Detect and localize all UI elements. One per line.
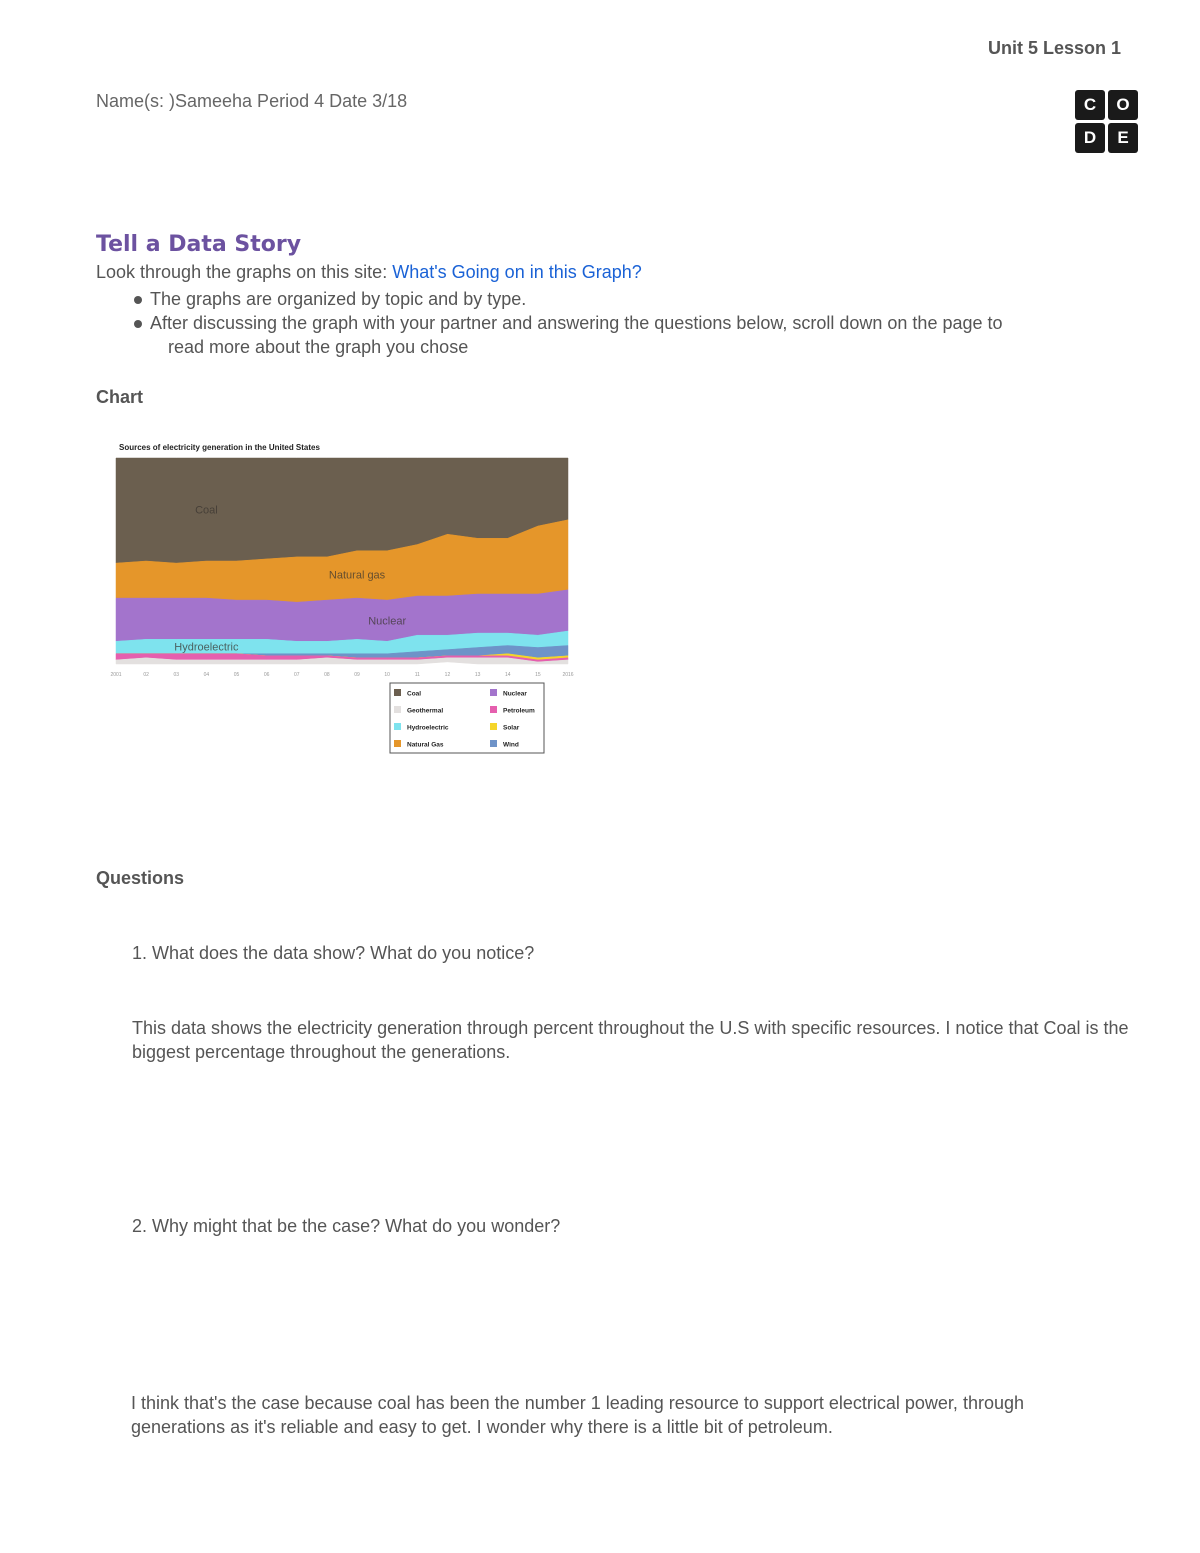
chart-heading: Chart xyxy=(96,387,144,407)
area-label-hydroelectric: Hydroelectric xyxy=(174,641,239,654)
intro-paragraph xyxy=(96,262,642,283)
x-tick-label: 03 xyxy=(173,672,180,678)
legend-label-solar: Solar xyxy=(503,724,520,732)
logo-letter-e: E xyxy=(1108,123,1138,153)
x-tick-label: 13 xyxy=(474,672,481,678)
code-org-logo xyxy=(1075,90,1139,154)
logo-letter-d: D xyxy=(1075,123,1105,153)
name-period-date-line: Name(s: )Sameeha Period 4 Date 3/18 xyxy=(96,91,408,111)
legend-swatch-coal xyxy=(394,689,401,696)
legend-swatch-geothermal xyxy=(394,706,401,713)
answer-1: This data shows the electricity generation through percent throughout the U.S with specific resources. I notice that Coal is the biggest percentage throughout the generations. xyxy=(132,1018,1129,1062)
legend-swatch-petroleum xyxy=(490,706,497,713)
x-tick-label: 11 xyxy=(414,672,420,678)
legend-swatch-solar xyxy=(490,723,497,730)
answer-2: I think that's the case because coal has been the number 1 leading resource to support electrical power, through generations as it's reliable and easy to get. I wonder why there is a little bit of petroleum. xyxy=(131,1393,1024,1437)
bullet-icon xyxy=(134,320,142,328)
legend-swatch-wind xyxy=(490,740,497,747)
list-item: The graphs are organized by topic and by type. xyxy=(132,287,1092,311)
question-1: 1. What does the data show? What do you notice? xyxy=(132,943,535,963)
questions-heading: Questions xyxy=(96,868,185,888)
logo-letter-o: O xyxy=(1108,90,1138,120)
x-tick-label: 07 xyxy=(294,672,300,678)
x-tick-label: 2001 xyxy=(110,672,122,678)
intro-text: Look through the graphs on this site: xyxy=(96,262,393,282)
x-tick-label: 12 xyxy=(444,672,451,678)
legend-label-hydroelectric: Hydroelectric xyxy=(407,724,449,732)
x-tick-label: 2016 xyxy=(562,672,574,678)
x-tick-label: 06 xyxy=(263,672,270,678)
x-tick-label: 04 xyxy=(203,672,210,678)
instruction-list xyxy=(132,287,1092,359)
section-title: Tell a Data Story xyxy=(96,232,302,257)
list-item: After discussing the graph with your partner and answering the questions below, scroll down on the page to read more about the graph you chose xyxy=(132,311,1092,359)
x-tick-label: 08 xyxy=(324,672,330,678)
legend-swatch-nuclear xyxy=(490,689,497,696)
chart-svg xyxy=(98,432,582,760)
legend-label-nuclear: Nuclear xyxy=(503,690,527,698)
chart-title: Sources of electricity generation in the United States xyxy=(119,443,320,452)
x-tick-label: 10 xyxy=(384,672,390,678)
x-tick-label: 05 xyxy=(233,672,240,678)
logo-letter-c: C xyxy=(1075,90,1105,120)
unit-lesson-header: Unit 5 Lesson 1 xyxy=(988,38,1122,58)
area-label-natural-gas: Natural gas xyxy=(328,569,386,582)
legend-label-coal: Coal xyxy=(407,690,422,698)
x-tick-label: 14 xyxy=(504,672,511,678)
list-item-continuation: read more about the graph you chose xyxy=(168,337,469,357)
bullet-icon xyxy=(134,296,142,304)
electricity-chart xyxy=(98,432,582,760)
whats-going-on-link[interactable]: What's Going on in this Graph? xyxy=(392,262,642,282)
area-label-nuclear: Nuclear xyxy=(368,615,407,628)
x-tick-label: 15 xyxy=(535,672,541,678)
legend-swatch-hydroelectric xyxy=(394,723,401,730)
legend-label-natural-gas: Natural Gas xyxy=(407,741,444,749)
question-2: 2. Why might that be the case? What do you wonder? xyxy=(132,1216,561,1236)
legend-label-wind: Wind xyxy=(503,741,519,749)
x-tick-label: 02 xyxy=(143,672,149,678)
legend-label-geothermal: Geothermal xyxy=(407,707,444,715)
area-label-coal: Coal xyxy=(195,504,218,517)
x-tick-label: 09 xyxy=(354,672,360,678)
legend-swatch-natural-gas xyxy=(394,740,401,747)
legend-label-petroleum: Petroleum xyxy=(503,707,535,715)
